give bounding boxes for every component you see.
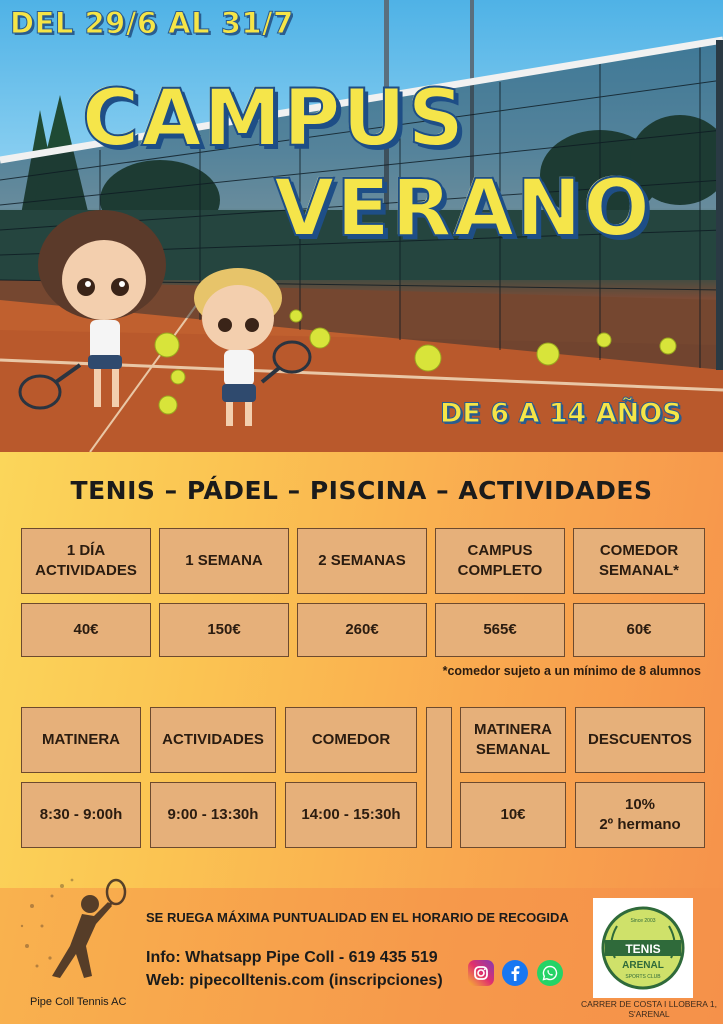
comedor-note: *comedor sujeto a un mínimo de 8 alumnos — [442, 664, 701, 678]
schedule-header-matinera: MATINERA — [21, 707, 141, 773]
extras-value-matinera-semanal: 10€ — [460, 782, 566, 848]
instagram-icon[interactable] — [468, 960, 494, 986]
price-2-semanas: 260€ — [297, 603, 427, 657]
svg-text:ARENAL: ARENAL — [622, 960, 664, 971]
svg-text:TENIS: TENIS — [625, 942, 661, 956]
price-campus-completo: 565€ — [435, 603, 565, 657]
schedule-header-comedor: COMEDOR — [285, 707, 417, 773]
extras-header-matinera-semanal: MATINERA SEMANAL — [460, 707, 566, 773]
tenis-arenal-logo-icon — [593, 898, 693, 998]
tennis-player-silhouette-icon — [12, 866, 132, 996]
price-comedor-semanal: 60€ — [573, 603, 705, 657]
price-header-campus-completo: CAMPUS COMPLETO — [435, 528, 565, 594]
whatsapp-icon[interactable] — [537, 960, 563, 986]
age-range: DE 6 A 14 AÑOS — [440, 398, 682, 429]
contact-info: Info: Whatsapp Pipe Coll - 619 435 519 — [146, 949, 438, 966]
schedule-header-actividades: ACTIVIDADES — [150, 707, 276, 773]
schedule-time-comedor: 14:00 - 15:30h — [285, 782, 417, 848]
campus-dates: DEL 29/6 AL 31/7 — [10, 6, 294, 40]
club-address: CARRER DE COSTA I LLOBERA 1, S'ARENAL — [581, 999, 717, 1019]
website-info: Web: pipecolltenis.com (inscripciones) — [146, 972, 443, 989]
price-1-semana: 150€ — [159, 603, 289, 657]
svg-text:Since 2003: Since 2003 — [630, 918, 656, 924]
price-1-dia: 40€ — [21, 603, 151, 657]
brand-caption: Pipe Coll Tennis AC — [30, 996, 127, 1008]
hero-photo — [0, 0, 723, 452]
club-logo — [593, 898, 693, 998]
price-header-1-dia: 1 DÍA ACTIVIDADES — [21, 528, 151, 594]
pickup-notice: SE RUEGA MÁXIMA PUNTUALIDAD EN EL HORARIO DE RECOGIDA — [146, 910, 569, 925]
price-header-2-semanas: 2 SEMANAS — [297, 528, 427, 594]
schedule-time-matinera: 8:30 - 9:00h — [21, 782, 141, 848]
svg-text:SPORTS CLUB: SPORTS CLUB — [625, 974, 661, 980]
title-campus: CAMPUS — [82, 74, 466, 164]
table-divider-cell — [426, 707, 452, 848]
price-header-comedor-semanal: COMEDOR SEMANAL* — [573, 528, 705, 594]
extras-header-descuentos: DESCUENTOS — [575, 707, 705, 773]
title-verano: VERANO — [274, 164, 652, 254]
extras-value-descuentos: 10% 2º hermano — [575, 782, 705, 848]
price-header-1-semana: 1 SEMANA — [159, 528, 289, 594]
schedule-time-actividades: 9:00 - 13:30h — [150, 782, 276, 848]
facebook-icon[interactable] — [502, 960, 528, 986]
activities-heading: TENIS – PÁDEL – PISCINA – ACTIVIDADES — [70, 476, 653, 505]
